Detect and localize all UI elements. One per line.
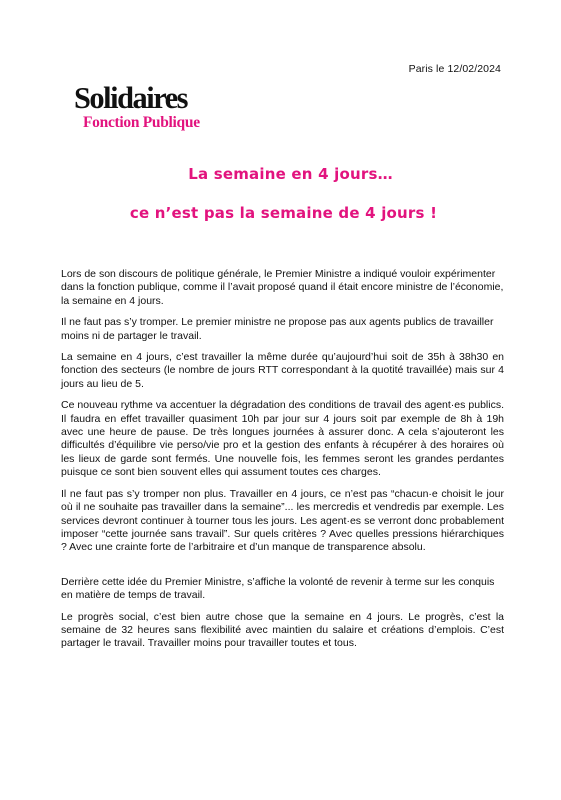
- headline-line-2: ce n’est pas la semaine de 4 jours !: [129, 204, 438, 222]
- document-body: [61, 268, 504, 659]
- logo-wordmark: Solidaires: [74, 80, 188, 115]
- solidaires-logo: [74, 82, 214, 131]
- body-paragraph: Le progrès social, c’est bien autre chose que la semaine en 4 jours. Le progrès, c’est la semaine de 32 heures sans flexibilité avec maintien du salaire et créations d’emplois. C’est partager le travail. Travailler moins pour travailler toutes et tous.: [61, 610, 504, 650]
- body-paragraph: Il ne faut pas s’y tromper non plus. Travailler en 4 jours, ce n’est pas “chacun·e choisit le jour où il ne souhaite pas travailler dans la semaine”... les mercredis et vendredis par exemple. Les services devront continuer à tourner tous les jours. Les agent·es se verront donc probablement imposer “cette journée sans travail”. Sur quels critères ? Avec quelles pressions hiérarchiques ? Avec une crainte forte de l’arbitraire et d’un manque de transparence absolu.: [61, 487, 504, 554]
- headline-line-1: La semaine en 4 jours…: [188, 165, 393, 183]
- body-paragraph: Il ne faut pas s’y tromper. Le premier ministre ne propose pas aux agents publics de travailler moins ni de partager le travail.: [61, 316, 494, 342]
- body-paragraph: Lors de son discours de politique générale, le Premier Ministre a indiqué vouloir expérimenter dans la fonction publique, comme il l’avait proposé quand il était encore ministre de l’économie, la semaine en 4 jours.: [61, 268, 504, 307]
- document-date: Paris le 12/02/2024: [408, 63, 501, 75]
- body-paragraph: Derrière cette idée du Premier Ministre, s’affiche la volonté de revenir à terme sur les conquis en matière de temps de travail.: [61, 575, 495, 602]
- body-paragraph: Ce nouveau rythme va accentuer la dégradation des conditions de travail des agent·es publics. Il faudra en effet travailler quasiment 10h par jour sur 4 jours soit par exemple de 8h à 19h avec une heure de pause. De très longues journées à assurer donc. A cela s’ajouteront les difficultés d’équilibre vie perso/vie pro et la gestion des enfants à récupérer à des horaires où les lieux de garde sont fermés. Une nouvelle fois, les femmes seront les grandes perdantes puisque ce sont bien souvent elles qui assument toutes ces charges.: [61, 399, 504, 479]
- body-paragraph: La semaine en 4 jours, c’est travailler la même durée qu’aujourd’hui soit de 35h à 38h30 en fonction des secteurs (le nombre de jours RTT correspondant à la quotité travaillée) mais sur 4 jours au lieu de 5.: [61, 351, 504, 390]
- logo-subtitle: Fonction Publique: [83, 114, 200, 131]
